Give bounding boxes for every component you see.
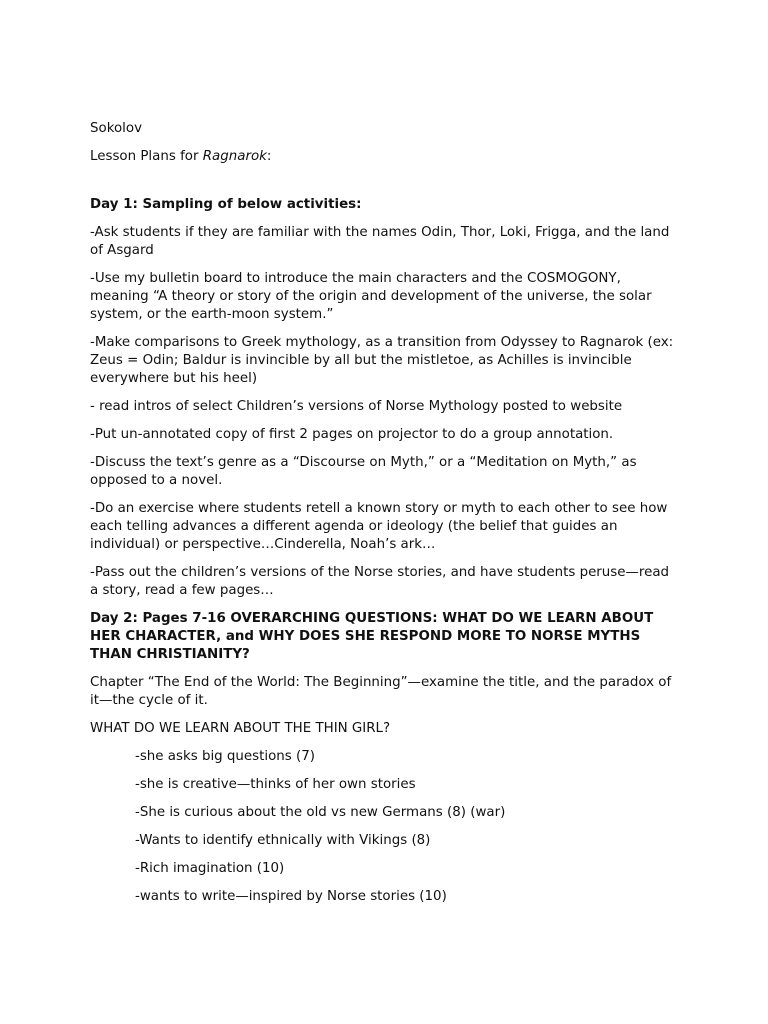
document-page xyxy=(90,120,675,916)
day1-item: -Make comparisons to Greek mythology, as a transition from Odyssey to Ragnarok (ex: Zeus = Odin; Baldur is invincible by all but the mistletoe, as Achilles is invincible everywhere but his heel) xyxy=(90,335,674,386)
thin-girl-item: -Wants to identify ethnically with Vikings (8) xyxy=(135,833,431,848)
thin-girl-question: WHAT DO WE LEARN ABOUT THE THIN GIRL? xyxy=(90,721,391,736)
document-title xyxy=(90,148,675,166)
thin-girl-item: -Rich imagination (10) xyxy=(135,861,285,876)
chapter-note: Chapter “The End of the World: The Beginning”—examine the title, and the paradox of it—the cycle of it. xyxy=(90,675,672,708)
thin-girl-item: -she is creative—thinks of her own stories xyxy=(135,777,416,792)
title-prefix: Lesson Plans for xyxy=(90,149,203,164)
day1-item: - read intros of select Children’s versions of Norse Mythology posted to website xyxy=(90,399,623,414)
day1-item: -Use my bulletin board to introduce the main characters and the COSMOGONY, meaning “A theory or story of the origin and development of the universe, the solar system, or the earth-moon system.” xyxy=(90,271,652,322)
day1-heading: Day 1: Sampling of below activities: xyxy=(90,197,362,212)
title-suffix: : xyxy=(266,149,272,164)
thin-girl-item: -she asks big questions (7) xyxy=(135,749,315,764)
title-book-name: Ragnarok xyxy=(202,149,267,164)
day1-item: -Pass out the children’s versions of the Norse stories, and have students peruse—read a story, read a few pages… xyxy=(90,565,670,598)
thin-girl-item: -wants to write—inspired by Norse stories (10) xyxy=(135,889,447,904)
author-name: Sokolov xyxy=(90,121,142,136)
day1-item: -Discuss the text’s genre as a “Discourse on Myth,” or a “Meditation on Myth,” as opposed to a novel. xyxy=(90,455,637,488)
thin-girl-item: -She is curious about the old vs new Germans (8) (war) xyxy=(135,805,506,820)
day1-item: -Put un-annotated copy of first 2 pages on projector to do a group annotation. xyxy=(90,427,614,442)
day2-heading: Day 2: Pages 7-16 OVERARCHING QUESTIONS: WHAT DO WE LEARN ABOUT HER CHARACTER, and WHY DOES SHE RESPOND MORE TO NORSE MYTHS THAN CHRISTIANITY? xyxy=(90,611,654,662)
day1-item: -Ask students if they are familiar with the names Odin, Thor, Loki, Frigga, and the land of Asgard xyxy=(90,225,670,258)
day1-item: -Do an exercise where students retell a known story or myth to each other to see how each telling advances a different agenda or ideology (the belief that guides an individual) or perspective…Cinderella, Noah’s ark… xyxy=(90,501,668,552)
